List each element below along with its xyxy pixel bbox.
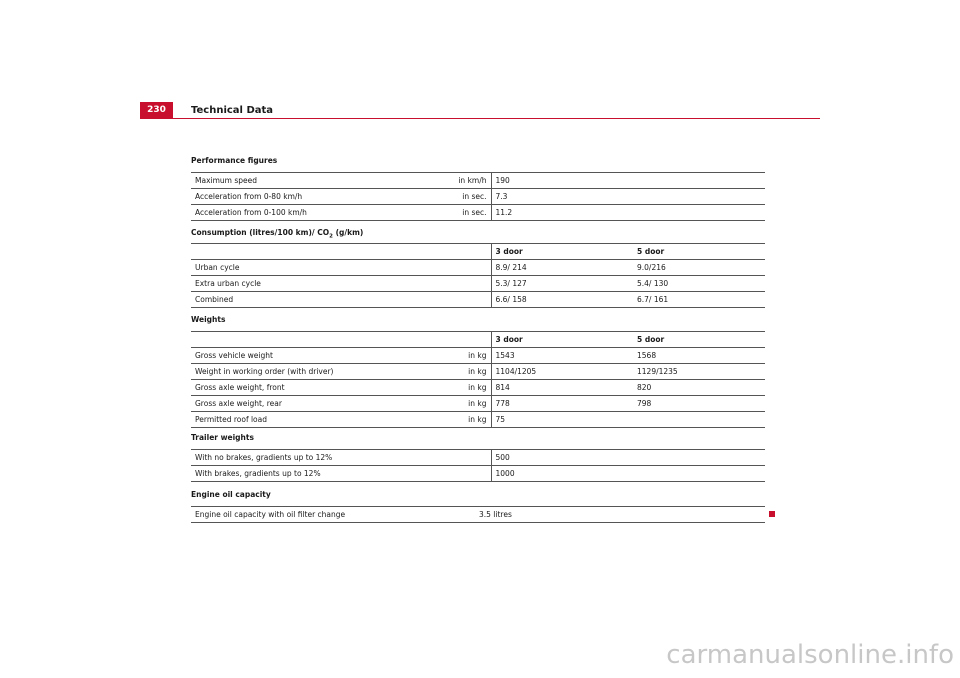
table-row: [191, 396, 765, 412]
row-label: Acceleration from 0-100 km/h: [195, 208, 307, 217]
row-value-3door: 1543: [491, 348, 633, 364]
row-unit: in kg: [468, 415, 487, 424]
table-row: [191, 466, 765, 482]
table-row: [191, 260, 765, 276]
row-value-3door: 814: [491, 380, 633, 396]
row-label: Weight in working order (with driver): [195, 367, 334, 376]
row-value-5door: 1568: [633, 348, 765, 364]
table-row: [191, 412, 765, 428]
row-unit: in km/h: [458, 176, 487, 185]
trailer-title: Trailer weights: [191, 433, 254, 442]
header-blank-cell: [191, 332, 491, 348]
oil-table: [191, 506, 765, 523]
row-value-3door: 8.9/ 214: [491, 260, 633, 276]
row-label-cell: [191, 173, 491, 189]
table-row: [191, 380, 765, 396]
row-label-cell: [191, 364, 491, 380]
row-value-5door: 6.7/ 161: [633, 292, 765, 308]
row-value: 3.5 litres: [475, 507, 765, 523]
row-label: Gross vehicle weight: [195, 351, 273, 360]
row-unit: in kg: [468, 367, 487, 376]
table-row: [191, 189, 765, 205]
table-row: [191, 205, 765, 221]
row-value-5door: 820: [633, 380, 765, 396]
weights-title: Weights: [191, 315, 226, 324]
row-value-3door: 1104/1205: [491, 364, 633, 380]
consumption-table: [191, 243, 765, 308]
row-value-5door: 798: [633, 396, 765, 412]
row-label: With no brakes, gradients up to 12%: [191, 450, 491, 466]
row-value: 11.2: [491, 205, 765, 221]
row-label-cell: [191, 189, 491, 205]
oil-title: Engine oil capacity: [191, 490, 271, 499]
row-value: 190: [491, 173, 765, 189]
row-value-5door: 1129/1235: [633, 364, 765, 380]
header-blank-cell: [191, 244, 491, 260]
row-unit: in sec.: [462, 208, 487, 217]
row-value-3door: 6.6/ 158: [491, 292, 633, 308]
row-label: Extra urban cycle: [191, 276, 491, 292]
trailer-table: [191, 449, 765, 482]
row-label: Permitted roof load: [195, 415, 268, 424]
consumption-title: [191, 228, 363, 240]
performance-table: [191, 172, 765, 221]
row-label: Gross axle weight, front: [195, 383, 285, 392]
section-end-marker: [769, 511, 775, 517]
table-header-row: [191, 332, 765, 348]
row-label-cell: [191, 380, 491, 396]
row-value-5door: [633, 412, 765, 428]
row-unit: in kg: [468, 383, 487, 392]
row-unit: in sec.: [462, 192, 487, 201]
table-row: [191, 450, 765, 466]
row-value-5door: 9.0/216: [633, 260, 765, 276]
row-label-cell: [191, 396, 491, 412]
table-header-row: [191, 244, 765, 260]
table-row: [191, 276, 765, 292]
row-label: Maximum speed: [195, 176, 257, 185]
row-unit: in kg: [468, 351, 487, 360]
row-label-cell: [191, 412, 491, 428]
row-label-cell: [191, 348, 491, 364]
row-value-3door: 778: [491, 396, 633, 412]
consumption-title-text: Consumption (litres/100 km)/ CO: [191, 228, 330, 237]
row-label: Urban cycle: [191, 260, 491, 276]
table-row: [191, 173, 765, 189]
performance-title: Performance figures: [191, 156, 278, 165]
row-label: Acceleration from 0-80 km/h: [195, 192, 303, 201]
watermark: carmanualsonline.info: [666, 640, 954, 670]
consumption-title-suffix: (g/km): [332, 228, 364, 237]
table-row: [191, 292, 765, 308]
row-label: With brakes, gradients up to 12%: [191, 466, 491, 482]
table-row: [191, 348, 765, 364]
row-label-cell: [191, 205, 491, 221]
header-5door: 5 door: [633, 332, 765, 348]
row-value: 7.3: [491, 189, 765, 205]
row-value-5door: 5.4/ 130: [633, 276, 765, 292]
table-row: [191, 507, 765, 523]
row-label: Engine oil capacity with oil filter change: [191, 507, 475, 523]
header-3door: 3 door: [491, 332, 633, 348]
header-3door: 3 door: [491, 244, 633, 260]
header-rule: [140, 118, 820, 119]
weights-table: [191, 331, 765, 428]
row-label: Combined: [191, 292, 491, 308]
row-value: 500: [491, 450, 765, 466]
header-5door: 5 door: [633, 244, 765, 260]
consumption-title-subscript: 2: [329, 233, 333, 240]
row-unit: in kg: [468, 399, 487, 408]
page-number: 230: [140, 102, 173, 118]
page-title: Technical Data: [191, 105, 274, 116]
row-value: 1000: [491, 466, 765, 482]
table-row: [191, 364, 765, 380]
row-label: Gross axle weight, rear: [195, 399, 282, 408]
row-value-3door: 5.3/ 127: [491, 276, 633, 292]
row-value-3door: 75: [491, 412, 633, 428]
